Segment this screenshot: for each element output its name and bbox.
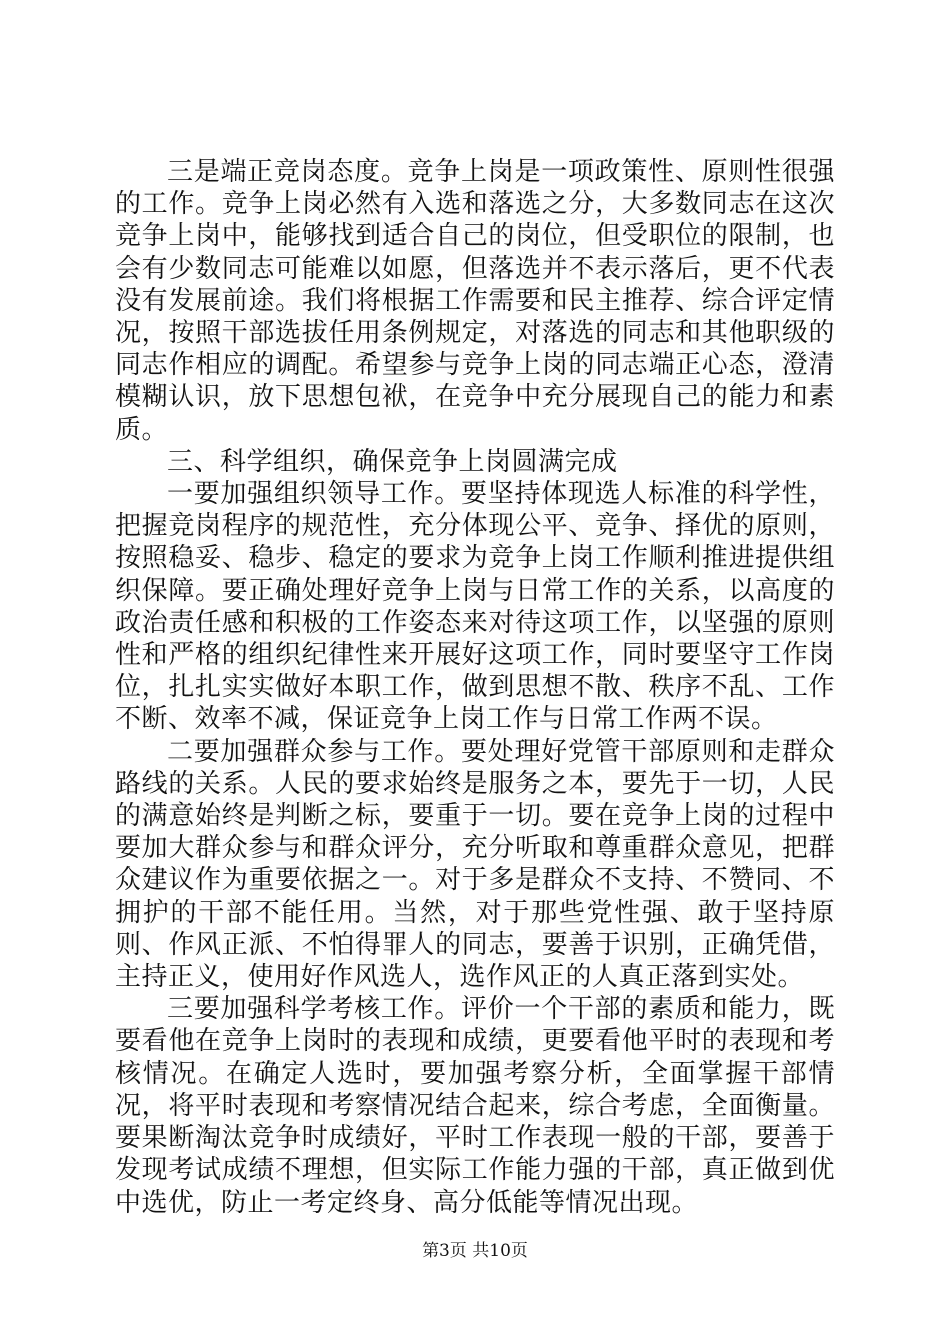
paragraph-public-participation: 二要加强群众参与工作。要处理好党管干部原则和走群众路线的关系。人民的要求始终是服务之本，要先于一切，人民的满意始终是判断之标，要重于一切。要在竞争上岗的过程中要加大群众参与和群众评分，充分听取和尊重群众意见，把群众建议作为重要依据之一。对于多是群众不支持、不赞同、不拥护的干部不能任用。当然，对于那些党性强、敢于坚持原则、作风正派、不怕得罪人的同志，要善于识别，正确凭借，主持正义，使用好作风选人，选作风正的人真正落到实处。 <box>115 736 835 993</box>
section-heading: 三、科学组织，确保竞争上岗圆满完成 <box>167 446 618 477</box>
paragraph-leadership: 一要加强组织领导工作。要坚持体现选人标准的科学性，把握竞岗程序的规范性，充分体现公平、竞争、择优的原则，按照稳妥、稳步、稳定的要求为竞争上岗工作顺利推进提供组织保障。要正确处理好竞争上岗与日常工作的关系，以高度的政治责任感和积极的工作姿态来对待这项工作，以坚强的原则性和严格的组织纪律性来开展好这项工作，同时要坚守工作岗位，扎扎实实做好本职工作，做到思想不散、秩序不乱、工作不断、效率不减，保证竞争上岗工作与日常工作两不误。 <box>115 479 835 735</box>
paragraph-attitude: 三是端正竞岗态度。竞争上岗是一项政策性、原则性很强的工作。竞争上岗必然有入选和落选之分，大多数同志在这次竞争上岗中，能够找到适合自己的岗位，但受职位的限制，也会有少数同志可能难以如愿，但落选并不表示落后，更不代表没有发展前途。我们将根据工作需要和民主推荐、综合评定情况，按照干部选拔任用条例规定，对落选的同志和其他职级的同志作相应的调配。希望参与竞争上岗的同志端正心态，澄清模糊认识，放下思想包袱，在竞争中充分展现自己的能力和素质。 <box>115 157 835 445</box>
document-body <box>115 156 835 1219</box>
page-number: 第3页 共10页 <box>422 1241 528 1261</box>
paragraph-assessment: 三要加强科学考核工作。评价一个干部的素质和能力，既要看他在竞争上岗时的表现和成绩，更要看他平时的表现和考核情况。在确定人选时，要加强考察分析，全面掌握干部情况，将平时表现和考察情况结合起来，综合考虑，全面衡量。要果断淘汰竞争时成绩好，平时工作表现一般的干部，要善于发现考试成绩不理想，但实际工作能力强的干部，真正做到优中选优，防止一考定终身、高分低能等情况出现。 <box>115 994 835 1218</box>
